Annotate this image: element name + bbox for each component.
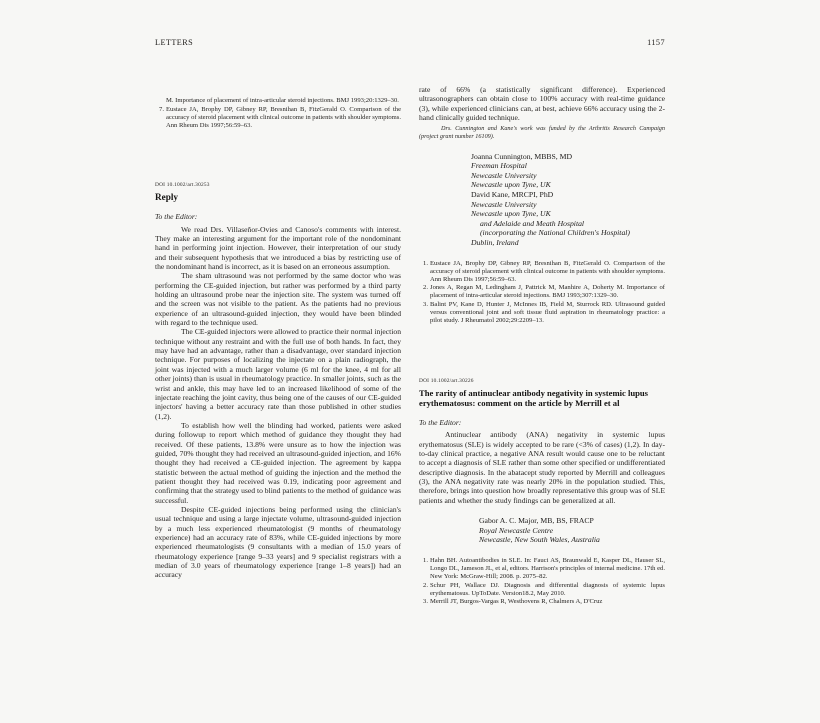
salutation: To the Editor: bbox=[155, 212, 198, 222]
left-column bbox=[155, 85, 401, 580]
body-paragraph: The CE-guided injectors were allowed to practice their normal injection technique without any restraint and with the full use of both hands. In fact, they may have had an advantage, rather than a disadvantage, over standard injection technique. For purposes of localizing the injectate on a plain radiograph, the joint was injected with a much larger volume (6 ml for the knee, 4 ml for all other joints) than is usual in rheumatology practice. In smaller joints, such as the wrist and ankle, this may have led to an increased likelihood of some of the injectate reaching the joint cavity, thus being one of the causes of our CE-guided injectors' having a better accuracy rate than those published in other studies (1,2). bbox=[155, 327, 401, 421]
article-doi: DOI 10.1002/art.30253 bbox=[155, 182, 210, 189]
signature-line: (incorporating the National Children's Hospital) bbox=[480, 228, 630, 238]
reference-item: Eustace JA, Brophy DP, Gibney RP, Bresnihan B, FitzGerald O. Comparison of the accuracy of steroid placement with clinical outcome in patients with shoulder symptoms. Ann Rheum Dis 1997;56:59–63. bbox=[430, 259, 665, 283]
article-doi: DOI 10.1002/art.30226 bbox=[419, 377, 474, 384]
reference-list bbox=[419, 260, 665, 326]
reference-item: Merrill JT, Burgos-Vargas R, Westhovens R, Chalmers A, D'Cruz bbox=[430, 598, 603, 606]
two-column-layout bbox=[155, 85, 665, 607]
reference-list bbox=[419, 557, 665, 607]
article-ana-negativity bbox=[419, 378, 665, 607]
signature-line: Newcastle upon Tyne, UK bbox=[471, 209, 551, 219]
article-title: Reply bbox=[155, 192, 178, 203]
signature-line: Newcastle University bbox=[471, 170, 537, 180]
running-head bbox=[155, 38, 665, 47]
reference-item: Jones A, Regan M, Ledingham J, Pattrick M, Manhire A, Doherty M. Importance of placement of intra-articular steroid injections. BMJ 1993;307:1329–30. bbox=[430, 284, 665, 300]
page-number: 1157 bbox=[647, 38, 665, 47]
signature-line: Dublin, Ireland bbox=[471, 237, 519, 247]
signature-line: Newcastle University bbox=[471, 199, 537, 209]
funding-note: Drs. Cunnington and Kane's work was funded by the Arthritis Research Campaign (project grant number 16109). bbox=[419, 125, 665, 140]
reference-item: M. Importance of placement of intra-articular steroid injections. BMJ 1993;20:1329–30. bbox=[166, 97, 399, 104]
signature-line: David Kane, MRCPI, PhD bbox=[471, 189, 554, 199]
article-reply-continued bbox=[419, 85, 665, 325]
signature-line: Royal Newcastle Centre bbox=[479, 525, 554, 535]
running-head-label: LETTERS bbox=[155, 38, 194, 47]
column-spacer bbox=[419, 326, 665, 378]
reference-item: Eustace JA, Brophy DP, Gibney RP, Bresnihan B, FitzGerald O. Comparison of the accuracy of steroid placement with clinical outcome in patients with shoulder symptoms. Ann Rheum Dis 1997;56:59–63. bbox=[166, 105, 401, 129]
article-title: The rarity of antinuclear antibody negativity in systemic lupus erythematosus: comment on the article by Merrill et al bbox=[419, 387, 649, 409]
body-paragraph: We read Drs. Villaseñor-Ovies and Canoso's comments with interest. They make an interesting argument for the important role of the nondominant hand in performing joint injection. However, their interpretation of our study and their subsequent hypothesis that we introduced a bias by restricting use of the nondominant hand is incorrect, as it is based on an erroneous assumption. bbox=[155, 224, 401, 272]
body-paragraph: Despite CE-guided injections being performed using the clinician's usual technique and using a large injectate volume, ultrasound-guided injection by a much less experienced rheumatologist (9 months of rheumatology experience) had an accuracy rate of 83%, while CE-guided injections by more experienced rheumatologists (9 consultants with a median of 15.0 years of rheumatology experience [range 9–33 years] and 9 specialist registrars with a median of 3.0 years of rheumatology experience [range 1–8 years]) had an accuracy bbox=[155, 504, 401, 580]
column-spacer bbox=[155, 130, 401, 182]
signature-line: Freeman Hospital bbox=[471, 161, 527, 171]
article-reply bbox=[155, 182, 401, 579]
author-signature-block bbox=[419, 152, 665, 248]
body-paragraph: To establish how well the blinding had worked, patients were asked during followup to report which method of guidance they thought they had received. Of these patients, 13.8% were unsure as to how the injection was guided, 70% thought they had received an ultrasound-guided injection, and 16% thought they had received a CE-guided injection. The agreement by kappa statistic between the actual method of guiding the injection and the method the patient thought they had received was 0.19, indicating poor agreement and confirming that the strategy used to blind patients to the method of guidance was successful. bbox=[155, 420, 401, 505]
salutation: To the Editor: bbox=[419, 417, 462, 427]
reference-item: Schur PH, Wallace DJ. Diagnosis and differential diagnosis of systemic lupus erythematosus. UpToDate. Version18.2, May 2010. bbox=[430, 581, 665, 597]
signature-line: and Adelaide and Meath Hospital bbox=[480, 218, 585, 228]
page-content bbox=[155, 38, 665, 607]
author-signature-block bbox=[419, 516, 665, 545]
reference-item: Hahn BH. Autoantibodies in SLE. In: Fauci AS, Braunwald E, Kasper DL, Hauser SL, Longo DL, Jameson JL, et al, editors. Harrison's principles of internal medicine. 17th ed. New York: McGraw-Hill; 2008. p. 2075–82. bbox=[430, 556, 665, 580]
body-paragraph: Antinuclear antibody (ANA) negativity in systemic lupus erythematosus (SLE) is widely accepted to be rare (<3% of cases) (1,2). In day-to-day clinical practice, a negative ANA result would cause one to be reluctant to accept a diagnosis of SLE rather than some other specified or undifferentiated descriptive diagnosis. In the abatacept study reported by Merrill and colleagues (3), the ANA negativity rate was nearly 20% in the population studied. This, therefore, brings into question how broadly representative this group was of SLE patients and whether the study findings can be generalized at all. bbox=[419, 430, 665, 505]
body-paragraph: The sham ultrasound was not performed by the same doctor who was performing the CE-guided injection, but rather was performed by a third party holding an ultrasound probe near the injection site. The system was turned off and the screen was not visible to the patient. As the patients had no previous experience of an ultrasound-guided injection, they would have been blinded with regard to the technique used. bbox=[155, 271, 401, 328]
body-paragraph-continued: rate of 66% (a statistically significant difference). Experienced ultrasonographers can obtain close to 100% accuracy with real-time guidance (3), while experienced clinicians can, at best, achieve 66% accuracy using the 2-hand clinically guided technique. bbox=[419, 85, 665, 123]
signature-line: Joanna Cunnington, MBBS, MD bbox=[471, 151, 573, 161]
signature-line: Newcastle, New South Wales, Australia bbox=[479, 535, 600, 545]
signature-line: Newcastle upon Tyne, UK bbox=[471, 180, 551, 190]
signature-line: Gabor A. C. Major, MB, BS, FRACP bbox=[479, 515, 594, 525]
continued-reference-list bbox=[155, 97, 401, 130]
right-column bbox=[419, 85, 665, 607]
reference-item: Balint PV, Kane D, Hunter J, McInnes IB, Field M, Sturrock RD. Ultrasound guided versus conventional joint and soft tissue fluid aspiration in rheumatology practice: a pilot study. J Rheumatol 2002;29:2209–13. bbox=[430, 300, 665, 325]
